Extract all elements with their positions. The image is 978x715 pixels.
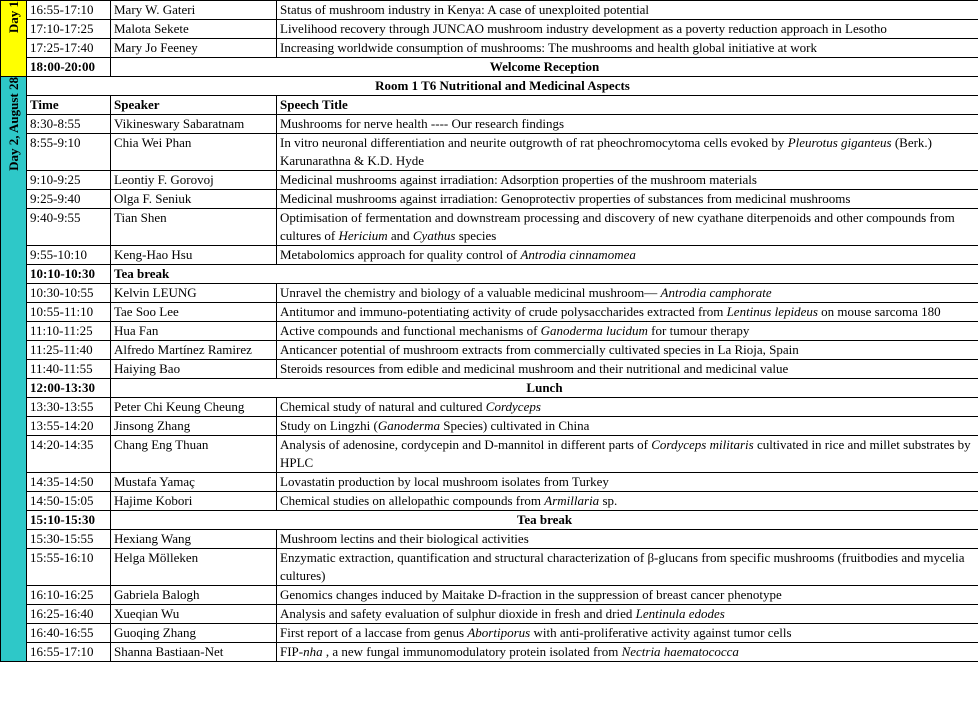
title-cell: Status of mushroom industry in Kenya: A case of unexploited potential — [277, 1, 978, 20]
species-name: Lentinula edodes — [635, 606, 725, 621]
species-name: Abortiporus — [467, 625, 531, 640]
session-row — [1, 115, 978, 134]
lunch-label: Lunch — [111, 379, 978, 398]
welcome-label: Welcome Reception — [111, 58, 978, 77]
tea-break-row — [1, 265, 978, 284]
title-cell — [277, 436, 978, 473]
title-cell: Mushroom lectins and their biological activities — [277, 530, 978, 549]
welcome-row — [1, 58, 978, 77]
time-cell: 8:55-9:10 — [27, 134, 111, 171]
title-cell — [277, 398, 978, 417]
title-cell: Anticancer potential of mushroom extracts from commercially cultivated species in La Rioja, Spain — [277, 341, 978, 360]
species-name: Ganoderma lucidum — [540, 323, 648, 338]
session-row — [1, 417, 978, 436]
session-row — [1, 643, 978, 662]
time-cell: 9:25-9:40 — [27, 190, 111, 209]
title-text: First report of a laccase from genus — [280, 625, 468, 640]
title-text: , a new fungal immunomodulatory protein isolated from — [322, 644, 622, 659]
species-name: nha — [303, 644, 323, 659]
session-row — [1, 39, 978, 58]
species-name: Hericium — [338, 228, 388, 243]
time-cell: 14:35-14:50 — [27, 473, 111, 492]
time-cell: 8:30-8:55 — [27, 115, 111, 134]
title-cell: Medicinal mushrooms against irradiation: Genoprotectiv properties of substances from medicinal mushrooms — [277, 190, 978, 209]
time-cell: 11:40-11:55 — [27, 360, 111, 379]
title-cell — [277, 134, 978, 171]
time-cell: 15:30-15:55 — [27, 530, 111, 549]
title-text: Unravel the chemistry and biology of a valuable medicinal mushroom— — [280, 285, 661, 300]
speaker-cell: Alfredo Martínez Ramirez — [111, 341, 277, 360]
title-text: cultivated in rice and millet substrates by HPLC — [280, 437, 971, 470]
species-name: Lentinus lepideus — [726, 304, 818, 319]
speaker-cell: Haiying Bao — [111, 360, 277, 379]
title-text: In vitro neuronal differentiation and neurite outgrowth of rat pheochromocytoma cells evoked by — [280, 135, 788, 150]
species-name: Cordyceps — [485, 399, 541, 414]
speaker-cell: Hua Fan — [111, 322, 277, 341]
title-cell — [277, 209, 978, 246]
speaker-cell: Helga Mölleken — [111, 549, 277, 586]
species-name: Cordyceps militaris — [651, 437, 754, 452]
session-row — [1, 171, 978, 190]
session-row — [1, 341, 978, 360]
time-cell: 16:10-16:25 — [27, 586, 111, 605]
break-time: 15:10-15:30 — [27, 511, 111, 530]
room-header-row — [1, 77, 978, 96]
time-cell: 16:55-17:10 — [27, 643, 111, 662]
session-row — [1, 398, 978, 417]
species-name: Nectria haematococca — [621, 644, 739, 659]
break-label: Tea break — [111, 265, 978, 284]
title-cell — [277, 417, 978, 436]
session-row — [1, 436, 978, 473]
species-name: Cyathus — [412, 228, 456, 243]
title-cell: Enzymatic extraction, quantification and structural characterization of β-glucans from specific mushrooms (fruitbodies and mycelia cultures) — [277, 549, 978, 586]
species-name: Armillaria — [544, 493, 600, 508]
species-name: Ganoderma — [377, 418, 440, 433]
title-text: FIP- — [280, 644, 304, 659]
room-header: Room 1 T6 Nutritional and Medicinal Aspects — [27, 77, 978, 96]
title-text: Analysis and safety evaluation of sulphur dioxide in fresh and dried — [280, 606, 636, 621]
title-text: Active compounds and functional mechanisms of — [280, 323, 541, 338]
column-header-speaker: Speaker — [111, 96, 277, 115]
speaker-cell: Tae Soo Lee — [111, 303, 277, 322]
title-text: species — [455, 228, 497, 243]
title-cell — [277, 303, 978, 322]
speaker-cell: Mary Jo Feeney — [111, 39, 277, 58]
speaker-cell: Kelvin LEUNG — [111, 284, 277, 303]
speaker-cell: Tian Shen — [111, 209, 277, 246]
time-cell: 16:25-16:40 — [27, 605, 111, 624]
session-row — [1, 549, 978, 586]
time-cell: 13:30-13:55 — [27, 398, 111, 417]
day2-label: Day 2, August 28 — [5, 77, 21, 171]
title-text: and — [387, 228, 413, 243]
session-row — [1, 190, 978, 209]
session-row — [1, 605, 978, 624]
session-row — [1, 284, 978, 303]
speaker-cell: Shanna Bastiaan-Net — [111, 643, 277, 662]
speaker-cell: Guoqing Zhang — [111, 624, 277, 643]
title-text: Study on Lingzhi ( — [280, 418, 378, 433]
speaker-cell: Mary W. Gateri — [111, 1, 277, 20]
title-cell — [277, 322, 978, 341]
time-cell: 17:10-17:25 — [27, 20, 111, 39]
speaker-cell: Vikineswary Sabaratnam — [111, 115, 277, 134]
speaker-cell: Peter Chi Keung Cheung — [111, 398, 277, 417]
time-cell: 16:55-17:10 — [27, 1, 111, 20]
title-text: on mouse sarcoma 180 — [817, 304, 941, 319]
time-cell: 13:55-14:20 — [27, 417, 111, 436]
session-row — [1, 20, 978, 39]
session-row — [1, 530, 978, 549]
break-time: 10:10-10:30 — [27, 265, 111, 284]
species-name: Antrodia cinnamomea — [520, 247, 636, 262]
session-row — [1, 492, 978, 511]
title-text: Chemical study of natural and cultured — [280, 399, 486, 414]
title-cell: Genomics changes induced by Maitake D-fraction in the suppression of breast cancer phenotype — [277, 586, 978, 605]
species-name: Pleurotus giganteus — [787, 135, 892, 150]
column-header-time: Time — [27, 96, 111, 115]
speaker-cell: Chang Eng Thuan — [111, 436, 277, 473]
time-cell: 16:40-16:55 — [27, 624, 111, 643]
lunch-time: 12:00-13:30 — [27, 379, 111, 398]
title-text: Species) cultivated in China — [439, 418, 590, 433]
title-cell: Mushrooms for nerve health ---- Our research findings — [277, 115, 978, 134]
session-row — [1, 624, 978, 643]
time-cell: 9:55-10:10 — [27, 246, 111, 265]
title-cell — [277, 643, 978, 662]
speaker-cell: Keng-Hao Hsu — [111, 246, 277, 265]
session-row — [1, 1, 978, 20]
time-cell: 9:40-9:55 — [27, 209, 111, 246]
title-cell: Medicinal mushrooms against irradiation: Adsorption properties of the mushroom materials — [277, 171, 978, 190]
speaker-cell: Mustafa Yamaç — [111, 473, 277, 492]
title-cell: Livelihood recovery through JUNCAO mushroom industry development as a poverty reduction approach in Lesotho — [277, 20, 978, 39]
speaker-cell: Hexiang Wang — [111, 530, 277, 549]
session-row — [1, 134, 978, 171]
day1-label-cell — [1, 1, 27, 77]
title-text: (Berk.) Karunarathna & K.D. Hyde — [280, 135, 932, 168]
title-text: Optimisation of fermentation and downstream processing and discovery of new cyathane diterpenoids and other compounds from cultures of — [280, 210, 955, 243]
day2-label-cell — [1, 77, 27, 662]
title-text: for tumour therapy — [647, 323, 750, 338]
title-cell — [277, 246, 978, 265]
break-label: Tea break — [111, 511, 978, 530]
column-header-title: Speech Title — [277, 96, 978, 115]
session-row — [1, 586, 978, 605]
speaker-cell: Olga F. Seniuk — [111, 190, 277, 209]
title-cell — [277, 624, 978, 643]
time-cell: 11:10-11:25 — [27, 322, 111, 341]
session-row — [1, 473, 978, 492]
title-text: Metabolomics approach for quality control of — [280, 247, 521, 262]
day1-label: Day 1 — [5, 1, 21, 34]
tea-break-row — [1, 511, 978, 530]
time-cell: 10:30-10:55 — [27, 284, 111, 303]
title-cell — [277, 492, 978, 511]
title-cell: Steroids resources from edible and medicinal mushroom and their nutritional and medicinal value — [277, 360, 978, 379]
title-text: with anti-proliferative activity against tumor cells — [530, 625, 792, 640]
speaker-cell: Hajime Kobori — [111, 492, 277, 511]
time-cell: 9:10-9:25 — [27, 171, 111, 190]
speaker-cell: Leontiy F. Gorovoj — [111, 171, 277, 190]
title-cell — [277, 284, 978, 303]
session-row — [1, 246, 978, 265]
lunch-row — [1, 379, 978, 398]
species-name: Antrodia camphorate — [660, 285, 772, 300]
session-row — [1, 209, 978, 246]
title-text: sp. — [599, 493, 618, 508]
time-cell: 11:25-11:40 — [27, 341, 111, 360]
session-row — [1, 360, 978, 379]
speaker-cell: Xueqian Wu — [111, 605, 277, 624]
speaker-cell: Gabriela Balogh — [111, 586, 277, 605]
title-text: Antitumor and immuno-potentiating activity of crude polysaccharides extracted from — [280, 304, 727, 319]
session-row — [1, 322, 978, 341]
speaker-cell: Malota Sekete — [111, 20, 277, 39]
speaker-cell: Chia Wei Phan — [111, 134, 277, 171]
time-cell: 17:25-17:40 — [27, 39, 111, 58]
column-header-row — [1, 96, 978, 115]
title-cell: Increasing worldwide consumption of mushrooms: The mushrooms and health global initiative at work — [277, 39, 978, 58]
time-cell: 14:50-15:05 — [27, 492, 111, 511]
time-cell: 15:55-16:10 — [27, 549, 111, 586]
title-cell — [277, 605, 978, 624]
time-cell: 10:55-11:10 — [27, 303, 111, 322]
speaker-cell: Jinsong Zhang — [111, 417, 277, 436]
title-text: Analysis of adenosine, cordycepin and D-mannitol in different parts of — [280, 437, 652, 452]
title-cell: Lovastatin production by local mushroom isolates from Turkey — [277, 473, 978, 492]
title-text: Chemical studies on allelopathic compounds from — [280, 493, 545, 508]
welcome-time: 18:00-20:00 — [27, 58, 111, 77]
session-row — [1, 303, 978, 322]
time-cell: 14:20-14:35 — [27, 436, 111, 473]
